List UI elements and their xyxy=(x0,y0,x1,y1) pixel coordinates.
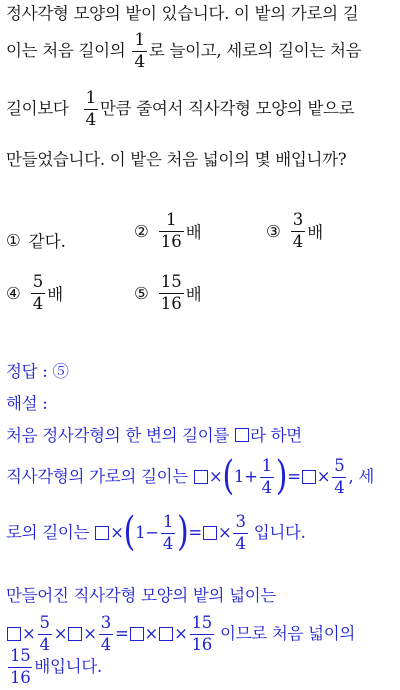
empty-box-symbol xyxy=(159,627,173,641)
question-line-2: 이는 처음 길이의 $\frac{1}{4}$ 로 늘이고, 세로의 길이는 처음 xyxy=(6,30,362,72)
empty-box-symbol xyxy=(235,428,249,442)
empty-box-symbol xyxy=(203,526,217,540)
question-text: 정사각형 모양의 밭이 있습니다. 이 밭의 가로의 길 xyxy=(6,4,359,23)
question-line-1 xyxy=(6,2,358,26)
explanation-line-6: $\frac{15}{16}$ 배입니다. xyxy=(10,646,102,687)
question-line-4: 만들었습니다. 이 밭은 처음 넓이의 몇 배입니까? xyxy=(6,150,347,169)
empty-box-symbol xyxy=(68,627,82,641)
explanation-line-3: 로의 길이는 × ( 1 − $\frac{1}{4}$ ) = × $\frac{3}{4}$ 입니다. xyxy=(6,508,306,556)
fraction-one-quarter: $\frac{1}{4}$ xyxy=(134,30,145,72)
explanation-line-4: 만들어진 직사각형 모양의 밭의 넓이는 xyxy=(6,586,277,605)
empty-box-symbol xyxy=(130,627,144,641)
explanation-line-5: × $\frac{5}{4}$ × × $\frac{3}{4}$ = × × $\frac{15}{16}$ 이므로 처음 넓이의 xyxy=(6,612,355,656)
explanation-label: 해설 : xyxy=(6,394,48,413)
fraction-one-quarter: $\frac{1}{4}$ xyxy=(85,88,97,130)
empty-box-symbol xyxy=(7,627,21,641)
explanation-line-2: 직사각형의 가로의 길이는 × ( 1 + $\frac{1}{4}$ ) = × $\frac{5}{4}$ , 세 xyxy=(6,452,374,500)
question-line-3: 길이보다 $\frac{1}{4}$ 만큼 줄여서 직사각형 모양의 밭으로 xyxy=(6,88,355,130)
explanation-line-1: 처음 정사각형의 한 변의 길이를 라 하면 xyxy=(6,426,302,445)
choice-2[interactable]: ② $\frac{1}{16}$ 배 xyxy=(134,210,202,251)
choice-5[interactable]: ⑤ $\frac{15}{16}$ 배 xyxy=(134,272,202,313)
empty-box-symbol xyxy=(302,470,316,484)
answer-value: ⑤ xyxy=(52,362,69,381)
empty-box-symbol xyxy=(194,470,208,484)
choice-4[interactable]: ④ $\frac{5}{4}$ 배 xyxy=(6,272,64,313)
choice-1[interactable]: ① 같다. xyxy=(6,230,66,251)
choice-3[interactable]: ③ $\frac{3}{4}$ 배 xyxy=(266,210,324,251)
answer-line: 정답 : ⑤ xyxy=(6,362,69,381)
empty-box-symbol xyxy=(95,526,109,540)
